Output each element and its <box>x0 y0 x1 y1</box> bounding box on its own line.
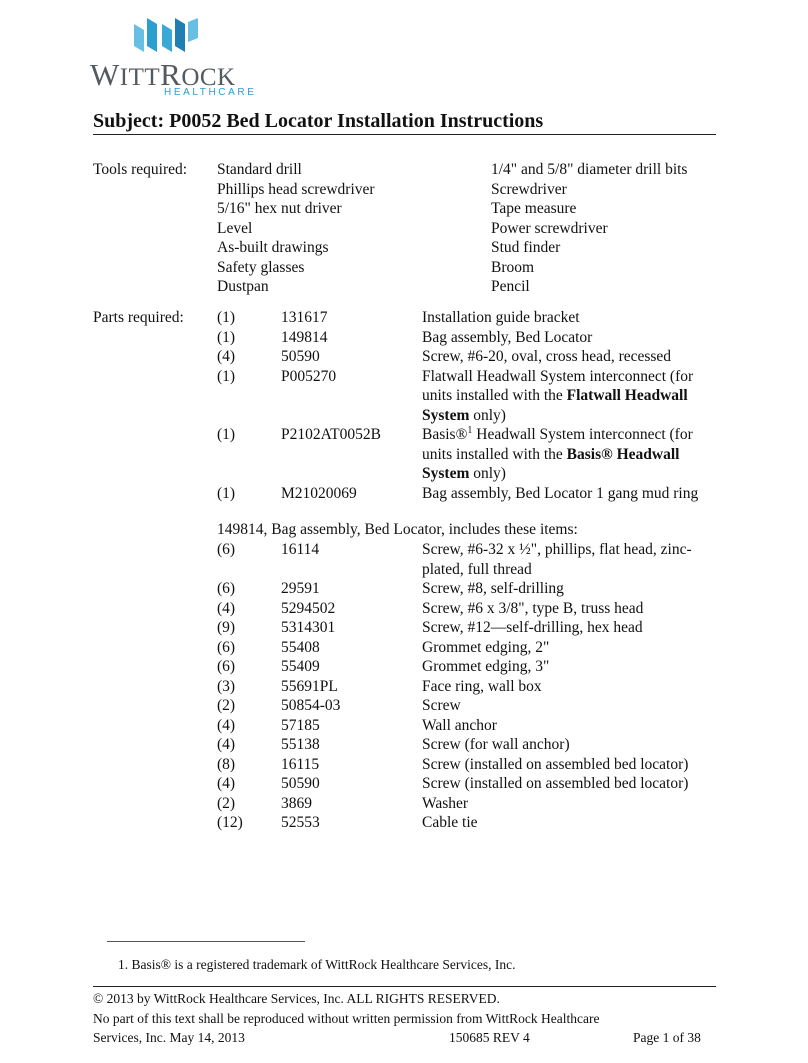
subject-divider <box>93 134 716 135</box>
parts-required-label: Parts required: <box>93 309 184 326</box>
footer-doc-number: 150685 REV 4 <box>449 1030 530 1045</box>
part-qty: (4) <box>217 736 236 753</box>
part-number: 52553 <box>281 814 320 831</box>
part-number: 149814 <box>281 328 328 346</box>
tool-item: 1/4" and 5/8" diameter drill bits <box>491 161 688 178</box>
part-description: Screw, #8, self-drilling <box>422 580 564 597</box>
part-number: 5314301 <box>281 619 336 636</box>
part-number: 5294502 <box>281 599 336 617</box>
part-description: Washer <box>422 794 469 812</box>
part-description: Face ring, wall box <box>422 677 542 695</box>
part-number: 131617 <box>281 309 328 326</box>
part-number: 55138 <box>281 736 320 753</box>
tool-item: Screwdriver <box>491 180 567 198</box>
part-number: 16115 <box>281 755 320 773</box>
part-description: Installation guide bracket <box>422 309 580 326</box>
part-number: 50590 <box>281 775 320 792</box>
footer-notice: No part of this text shall be reproduced without written permission from WittRock Healthcare <box>93 1011 600 1026</box>
part-description: Screw <box>422 697 461 714</box>
part-description: Grommet edging, 2" <box>422 638 550 656</box>
footnote: 1. Basis® is a registered trademark of WittRock Healthcare Services, Inc. <box>118 957 516 972</box>
part-number: 55408 <box>281 638 320 656</box>
part-description: Bag assembly, Bed Locator <box>422 328 593 346</box>
part-qty: (1) <box>217 484 236 502</box>
part-description: Screw (installed on assembled bed locator) <box>422 775 689 792</box>
part-qty: (6) <box>217 638 236 656</box>
tool-item: Broom <box>491 258 535 276</box>
part-qty: (4) <box>217 599 236 617</box>
part-qty: (4) <box>217 716 236 734</box>
tool-item: Stud finder <box>491 239 561 256</box>
part-description: Screw, #6-32 x ½", phillips, flat head, zinc-plated, full thread <box>422 541 692 578</box>
part-description: Wall anchor <box>422 716 497 734</box>
company-logo-wordmark: WITTROCK <box>90 57 236 92</box>
tool-item: Tape measure <box>491 200 577 217</box>
part-description: Screw, #6 x 3/8", type B, truss head <box>422 599 644 617</box>
tool-item: Power screwdriver <box>491 219 608 237</box>
part-description: Screw, #6-20, oval, cross head, recessed <box>422 348 672 365</box>
part-number: 50590 <box>281 348 320 365</box>
part-number: M21020069 <box>281 484 357 502</box>
part-qty: (6) <box>217 658 236 675</box>
part-number: 50854-03 <box>281 697 341 714</box>
company-logo-tagline: HEALTHCARE <box>164 87 257 98</box>
part-number: 55691PL <box>281 677 338 695</box>
part-qty: (1) <box>217 309 236 326</box>
footer-copyright: © 2013 by WittRock Healthcare Services, Inc. ALL RIGHTS RESERVED. <box>93 991 500 1006</box>
part-qty: (2) <box>217 794 236 812</box>
part-qty: (1) <box>217 367 236 385</box>
part-qty: (8) <box>217 755 236 773</box>
tool-item: Pencil <box>491 278 530 295</box>
part-qty: (2) <box>217 697 236 714</box>
part-qty: (6) <box>217 541 236 558</box>
part-qty: (4) <box>217 775 236 792</box>
part-qty: (4) <box>217 348 236 365</box>
tools-left-list <box>217 160 375 297</box>
footer-company-date: Services, Inc. May 14, 2013 <box>93 1030 245 1045</box>
part-description: Grommet edging, 3" <box>422 658 550 675</box>
part-description: Cable tie <box>422 814 478 831</box>
part-description: Basis®$^1$ Headwall System interconnect (for units installed with the Basis® Headwall System only) <box>422 425 693 482</box>
tool-item: Dustpan <box>217 278 269 295</box>
tools-right-list <box>491 160 687 297</box>
part-description: Screw (installed on assembled bed locator) <box>422 755 689 773</box>
company-logo-mark <box>134 18 198 52</box>
part-description: Screw, #12—self-drilling, hex head <box>422 619 643 636</box>
footer-divider <box>93 986 716 987</box>
part-number: 57185 <box>281 716 320 734</box>
part-number: P2102AT0052B <box>281 426 381 443</box>
part-description: Bag assembly, Bed Locator 1 gang mud ring <box>422 484 699 502</box>
part-qty: (12) <box>217 814 243 831</box>
part-number: 16114 <box>281 541 320 558</box>
part-number: 3869 <box>281 794 312 812</box>
part-qty: (1) <box>217 426 236 443</box>
bag-contents-intro: 149814, Bag assembly, Bed Locator, includes these items: <box>217 521 578 538</box>
part-qty: (6) <box>217 580 236 597</box>
tools-required-label: Tools required: <box>93 161 188 178</box>
part-number: 55409 <box>281 658 320 675</box>
footnote-divider <box>107 941 305 942</box>
part-qty: (3) <box>217 677 236 695</box>
tool-item: As-built drawings <box>217 239 329 256</box>
tool-item: Safety glasses <box>217 258 305 276</box>
tool-item: 5/16" hex nut driver <box>217 200 342 217</box>
part-number: P005270 <box>281 367 337 385</box>
footer-page-number: Page 1 of 38 <box>633 1030 701 1045</box>
tool-item: Phillips head screwdriver <box>217 180 375 198</box>
tool-item: Standard drill <box>217 161 302 178</box>
part-number: 29591 <box>281 580 320 597</box>
part-qty: (9) <box>217 619 236 636</box>
document-subject: Subject: P0052 Bed Locator Installation Instructions <box>93 110 544 132</box>
footnote-ref: 1 <box>467 425 473 436</box>
tool-item: Level <box>217 219 253 237</box>
part-qty: (1) <box>217 328 236 346</box>
part-description: Flatwall Headwall System interconnect (for units installed with the Flatwall Headwall System only) <box>422 367 694 424</box>
part-description: Screw (for wall anchor) <box>422 736 570 753</box>
